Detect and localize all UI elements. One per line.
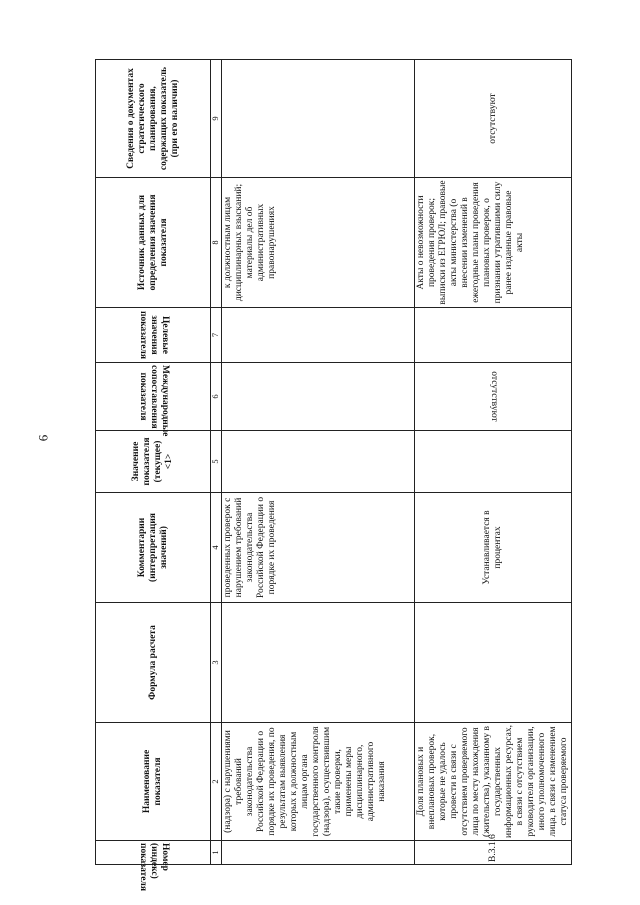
cell-index	[222, 841, 415, 865]
header-source: Источник данных для определения значения показателя	[96, 178, 211, 308]
column-number-row	[211, 60, 222, 865]
column-number: 2	[211, 723, 222, 841]
column-number: 6	[211, 363, 222, 431]
cell-target	[415, 308, 572, 363]
column-number: 4	[211, 493, 222, 603]
header-international: Международные сопоставления показателя	[96, 363, 211, 431]
column-number: 5	[211, 431, 222, 493]
header-formula: Формула расчета	[96, 603, 211, 723]
cell-international: отсутствуют	[415, 363, 572, 431]
column-number: 7	[211, 308, 222, 363]
cell-name: Доля плановых и внеплановых проверок, которые не удалось провести в связи с отсутствием проверяемого лица по месту нахождения (жительства), указанному в государственных информационных ресурсах, в связи с отсутствием руководителя организации, иного уполномоченного лица, в связи с изменением статуса проверяемого	[415, 723, 572, 841]
cell-comment: Устанавливается в процентах	[415, 493, 572, 603]
cell-formula	[415, 603, 572, 723]
indicators-table	[95, 59, 572, 891]
column-number: 3	[211, 603, 222, 723]
header-comment: Комментарии (интерпретация значений)	[96, 493, 211, 603]
header-name: Наименование показателя	[96, 723, 211, 841]
header-current-value: Значение показателя (текущее) <1>	[96, 431, 211, 493]
cell-index: В.3.1.6	[415, 841, 572, 865]
table-row	[222, 60, 415, 865]
cell-comment: проведенных проверок с нарушением требований законодательства Российской Федерации о порядке их проведения	[222, 493, 415, 603]
cell-source: Акты о невозможности проведения проверок; выписки из ЕГРЮЛ; правовые акты министерства (о внесении изменений в ежегодные планы проведения плановых проверок, о признании утратившими силу ранее изданные правовые акты	[415, 178, 572, 308]
column-number: 8	[211, 178, 222, 308]
header-target: Целевые значения показателя	[96, 308, 211, 363]
column-number: 9	[211, 60, 222, 178]
cell-name: (надзора) с нарушениями требований законодательства Российской Федерации о порядке их проведения, по результатам выявления которых к должностным лицам органа государственного контроля (надзора), осуществившим такие проверки, применены меры дисциплинарного, административного наказания	[222, 723, 415, 841]
page-number: 6	[35, 434, 51, 442]
cell-current-value	[222, 431, 415, 493]
cell-international	[222, 363, 415, 431]
column-number: 1	[211, 841, 222, 865]
cell-formula	[222, 603, 415, 723]
header-row	[96, 60, 211, 865]
cell-documents: отсутствуют	[415, 60, 572, 178]
rotated-table-container	[95, 60, 569, 891]
cell-current-value	[415, 431, 572, 493]
cell-target	[222, 308, 415, 363]
table-row	[415, 60, 572, 865]
header-index: Номер (индекс) показателя	[96, 841, 211, 865]
cell-source: к должностным лицам дисциплинарных взысканий; материалы дел об административных правонарушениях	[222, 178, 415, 308]
header-documents: Сведения о документах стратегического планирования, содержащих показатель (при его наличии)	[96, 60, 211, 178]
cell-documents	[222, 60, 415, 178]
